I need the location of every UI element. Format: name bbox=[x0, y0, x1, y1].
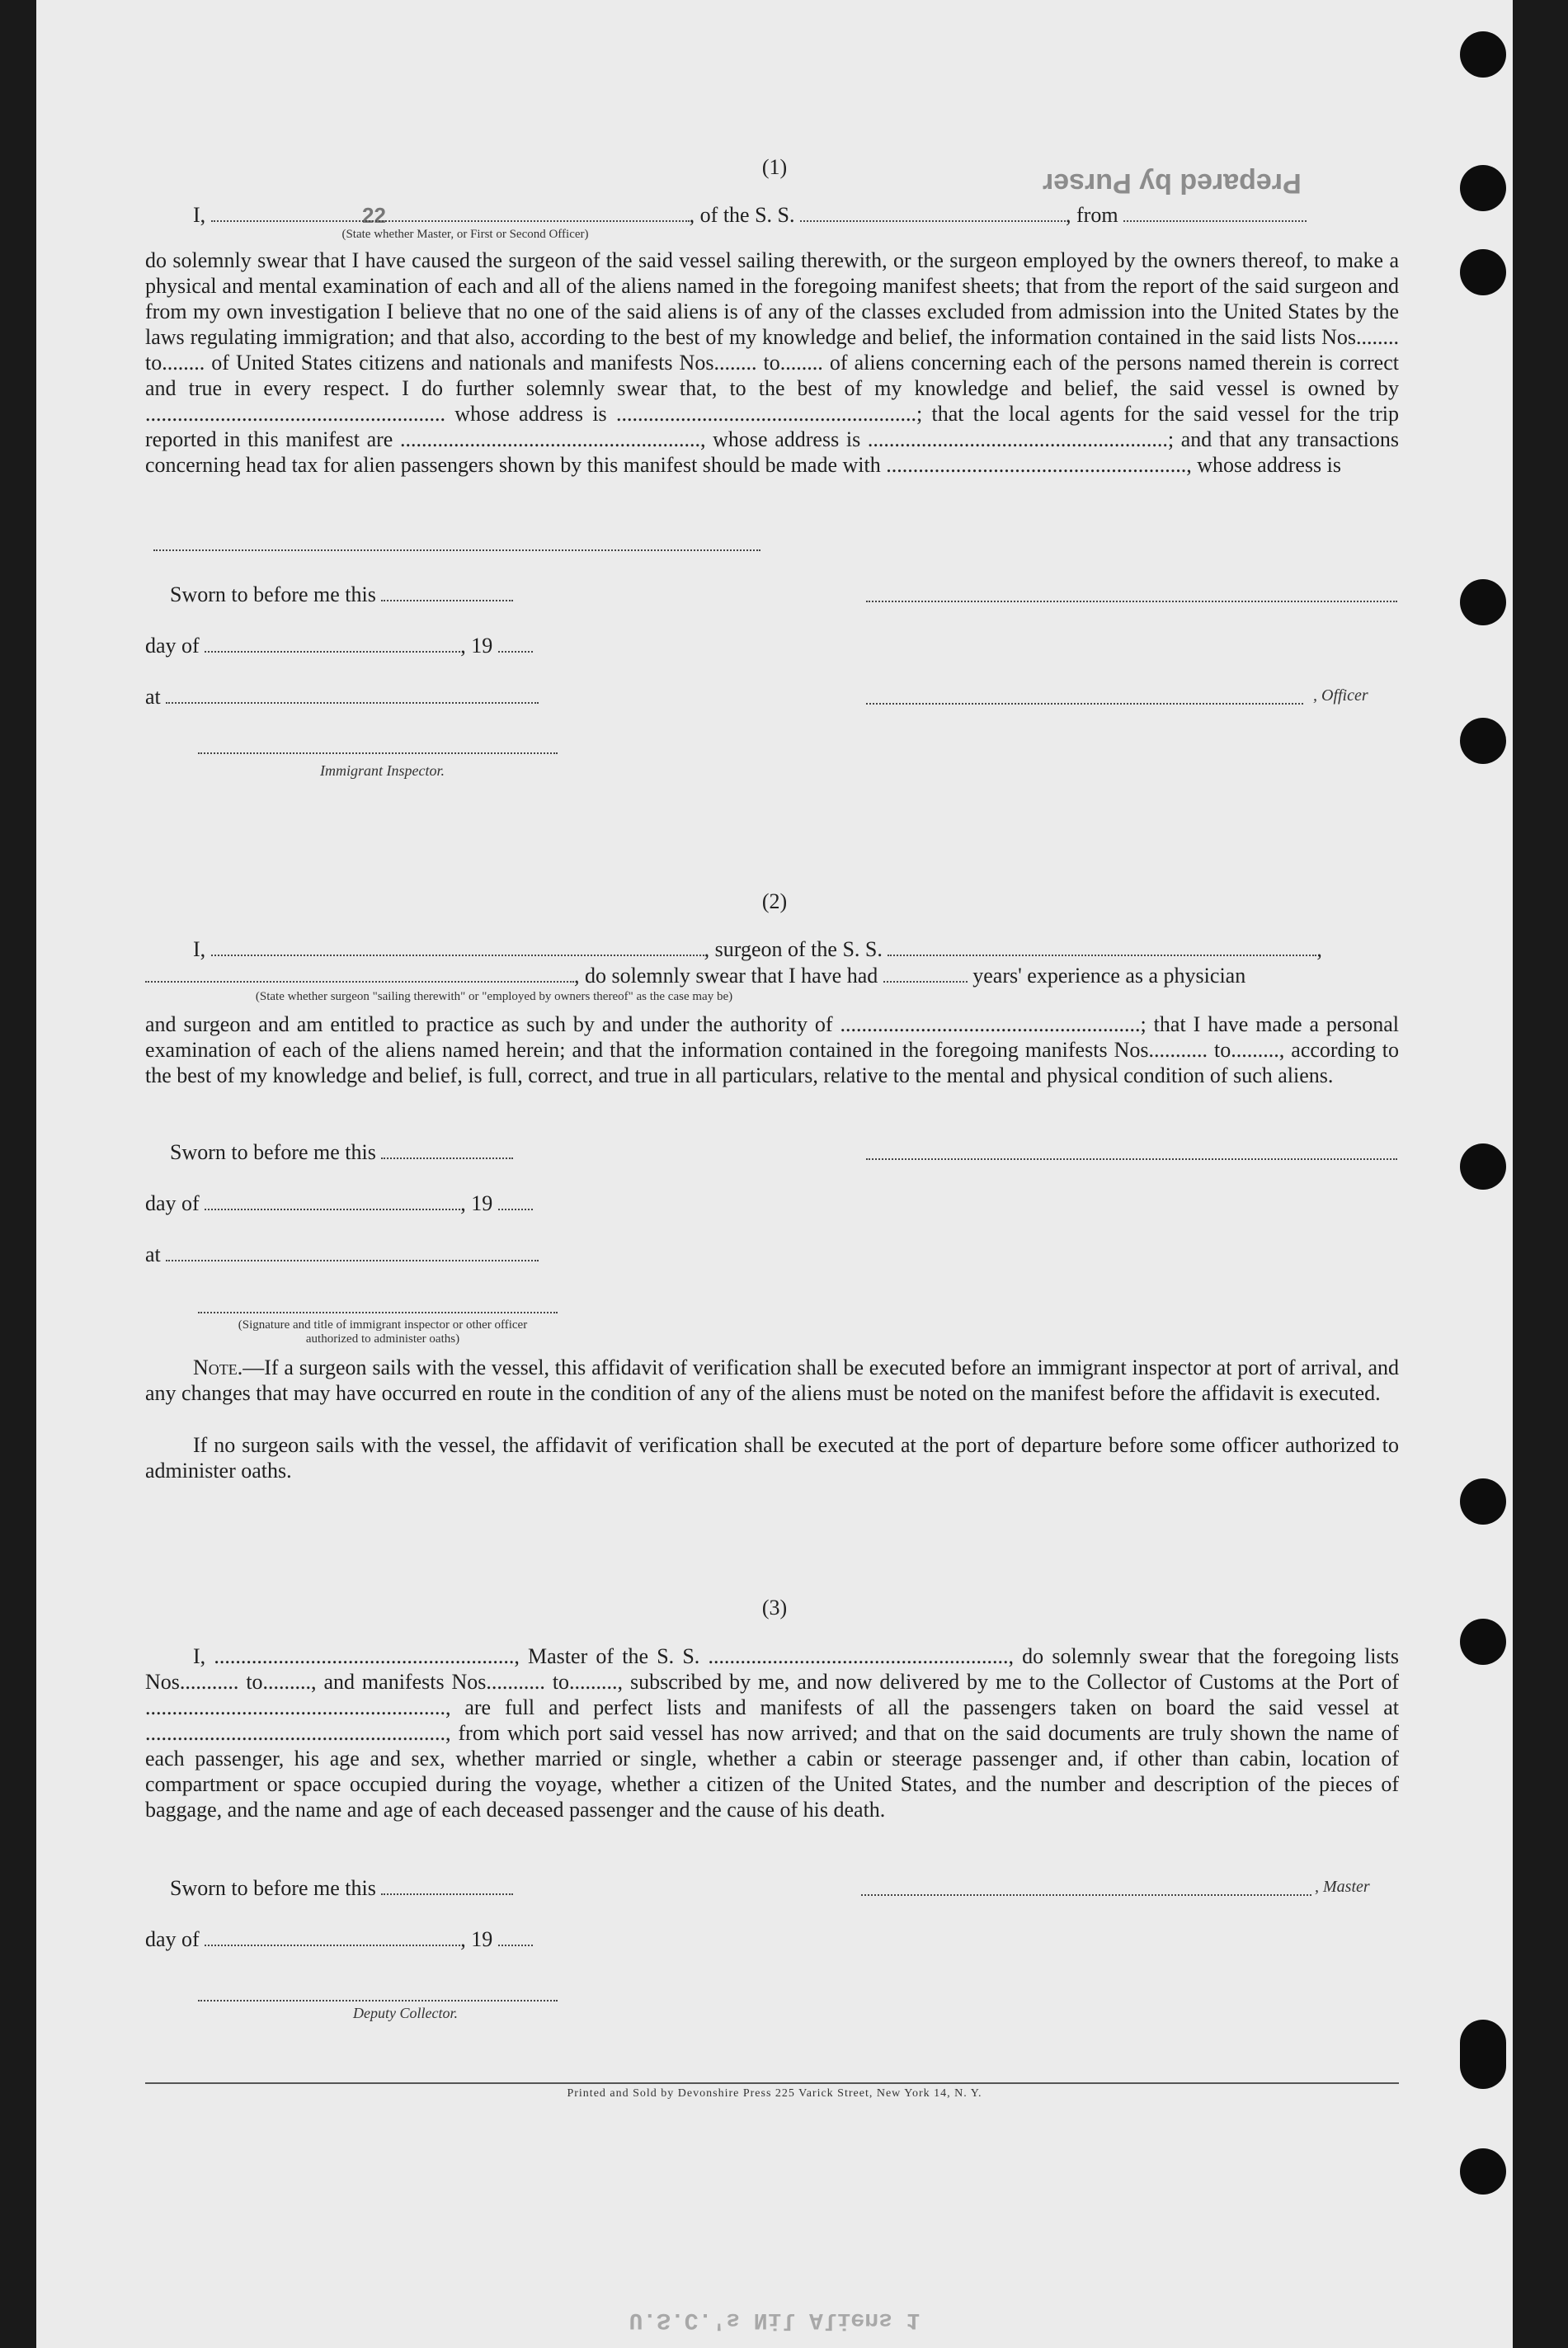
label-from: , from bbox=[1066, 203, 1118, 227]
note-text-1: —If a surgeon sails with the vessel, this affidavit of verification shall be executed before an immigrant inspector at port of arrival, and any changes that may have occurred en route in the condition of any of the aliens must be noted on the manifest before the affidavit is executed. bbox=[145, 1356, 1399, 1405]
binder-hole bbox=[1460, 31, 1506, 78]
note-label: Note. bbox=[193, 1356, 243, 1379]
section-2-note-2: If no surgeon sails with the vessel, the affidavit of verification shall be executed at the port of departure before some officer authorized to administer oaths. bbox=[145, 1433, 1399, 1483]
sworn-day-field[interactable] bbox=[381, 600, 513, 601]
address-continuation-line[interactable] bbox=[153, 549, 760, 551]
section-2-number: (2) bbox=[761, 889, 788, 913]
section-1-at-line bbox=[145, 685, 1399, 710]
bleed-through-date: 22 bbox=[362, 203, 386, 228]
label-years-experience: years' experience as a physician bbox=[972, 964, 1246, 988]
label-at: at bbox=[145, 1242, 161, 1266]
binder-hole bbox=[1460, 1478, 1506, 1525]
section-1-sworn-line bbox=[145, 582, 1399, 607]
years-field[interactable] bbox=[883, 981, 968, 983]
section-3-day-line bbox=[145, 1927, 1399, 1952]
vessel-field[interactable] bbox=[888, 955, 1316, 956]
label-officer: , Officer bbox=[1313, 686, 1368, 705]
inspector-signature-line[interactable] bbox=[198, 1312, 558, 1313]
printer-imprint: Printed and Sold by Devonshire Press 225 Varick Street, New York 14, N. Y. bbox=[567, 2087, 982, 2100]
year-field[interactable] bbox=[498, 1945, 533, 1946]
section-2-at-line bbox=[145, 1242, 1399, 1267]
surgeon-signature-line[interactable] bbox=[866, 1158, 1397, 1160]
binder-hole bbox=[1460, 718, 1506, 764]
label-at: at bbox=[145, 685, 161, 709]
label-sworn: Sworn to before me this bbox=[170, 1876, 376, 1900]
section-3-number: (3) bbox=[761, 1596, 788, 1620]
footer-rule bbox=[145, 2082, 1399, 2084]
surgeon-type-field[interactable] bbox=[145, 981, 574, 983]
caption-signature-title: (Signature and title of immigrant inspector or other officer authorized to administer oaths) bbox=[238, 1318, 528, 1346]
name-field[interactable] bbox=[211, 220, 690, 222]
label-day-of: day of bbox=[145, 1191, 200, 1215]
label-year: , 19 bbox=[460, 1191, 493, 1215]
label-sworn: Sworn to before me this bbox=[170, 582, 376, 606]
month-field[interactable] bbox=[205, 651, 460, 653]
caption-officer-type: (State whether Master, or First or Second Officer) bbox=[341, 228, 589, 241]
year-field[interactable] bbox=[498, 651, 533, 653]
label-deputy-collector: Deputy Collector. bbox=[353, 2005, 458, 2021]
officer-signature-line[interactable] bbox=[866, 703, 1303, 705]
master-signature-line[interactable] bbox=[861, 1894, 1311, 1896]
section-3-sworn-line bbox=[145, 1876, 1399, 1901]
binder-hole bbox=[1460, 1143, 1506, 1190]
section-1-paragraph: do solemnly swear that I have caused the surgeon of the said vessel sailing therewith, or the surgeon employed by the owners thereof, to make a physical and mental examination of each and all of the aliens named in the foregoing manifest sheets; that from the report of the said surgeon and from my own investigation I believe that no one of the said aliens is of any of the classes excluded from admission into the United States by the laws regulating immigration; and that also, according to the best of my knowledge and belief, the information contained in the said lists Nos........ to........ of United States citizens and nationals and manifests Nos........ to........ of aliens concerning each of the persons named therein is correct and true in every respect. I do further solemnly swear that, to the best of my knowledge and belief, the said vessel is owned by ........................................................ whose address is ........................................................; that the local agents for the said vessel for the trip reported in this manifest are ........................................................, whose address is ........................................................; and that any transactions concerning head tax for alien passengers shown by this manifest should be made with ........................................................, whose address is bbox=[145, 248, 1399, 477]
label-i: I, bbox=[193, 937, 206, 961]
section-1-day-line bbox=[145, 634, 1399, 658]
sworn-day-field[interactable] bbox=[381, 1157, 513, 1159]
caption-surgeon-type: (State whether surgeon "sailing therewith" or "employed by owners thereof" as the case may be) bbox=[255, 990, 733, 1003]
month-field[interactable] bbox=[205, 1945, 460, 1946]
label-year: , 19 bbox=[460, 634, 493, 658]
section-2-day-line bbox=[145, 1191, 1399, 1216]
signature-line[interactable] bbox=[866, 601, 1397, 602]
section-1-number: (1) bbox=[761, 155, 788, 179]
section-2-note bbox=[145, 1355, 1399, 1406]
section-2-sworn-line bbox=[145, 1140, 1399, 1165]
section-1-declarant-line bbox=[145, 203, 1399, 228]
label-day-of: day of bbox=[145, 634, 200, 658]
place-field[interactable] bbox=[166, 702, 539, 704]
place-field[interactable] bbox=[166, 1260, 539, 1261]
year-field[interactable] bbox=[498, 1209, 533, 1210]
label-immigrant-inspector: Immigrant Inspector. bbox=[320, 762, 445, 779]
section-2-declarant-line: I, , surgeon of the S. S. , bbox=[193, 937, 1322, 961]
origin-field[interactable] bbox=[1123, 220, 1307, 222]
binder-hole bbox=[1460, 2020, 1506, 2089]
binder-hole bbox=[1460, 249, 1506, 295]
label-do-swear: , do solemnly swear that I have had bbox=[574, 964, 878, 988]
surgeon-name-field[interactable] bbox=[211, 955, 704, 956]
bleed-through-footer: U.S.C.'s Nil Aliens 1 bbox=[629, 2307, 921, 2332]
binder-hole bbox=[1460, 2148, 1506, 2195]
vessel-field[interactable] bbox=[800, 220, 1066, 222]
binder-hole bbox=[1460, 579, 1506, 625]
collector-signature-line[interactable] bbox=[198, 2000, 558, 2001]
sworn-day-field[interactable] bbox=[381, 1893, 513, 1895]
binder-hole bbox=[1460, 1619, 1506, 1665]
manifest-affidavit-page bbox=[36, 0, 1513, 2348]
section-2-swear-line bbox=[145, 964, 1399, 988]
label-day-of: day of bbox=[145, 1927, 200, 1951]
inspector-signature-line[interactable] bbox=[198, 752, 558, 754]
label-year: , 19 bbox=[460, 1927, 493, 1951]
label-surgeon-of-ss: , surgeon of the S. S. bbox=[704, 937, 883, 961]
bleed-through-text: Prepared by Purser bbox=[1043, 167, 1302, 199]
label-i: I, bbox=[193, 203, 206, 227]
label-of-ss: , of the S. S. bbox=[689, 203, 795, 227]
label-master: , Master bbox=[1315, 1878, 1370, 1896]
section-3-paragraph: I, ........................................................, Master of the S. S. ........................................................, do solemnly swear that the foregoing lists Nos........... to........., and manifests Nos........... to........., subscribed by me, and now delivered by me to the Collector of Customs at the Port of ........................................................, are full and perfect lists and manifests of all the passengers taken on board the said vessel at ........................................................, from which port said vessel has now arrived; and that on the said documents are truly shown the name of each passenger, his age and sex, whether married or single, whether a cabin or steerage passenger and, if other than cabin, location of compartment or space occupied during the voyage, whether a citizen of the United States, and the number and description of the pieces of baggage, and the name and age of each deceased passenger and the cause of his death. bbox=[145, 1644, 1399, 1822]
label-sworn: Sworn to before me this bbox=[170, 1140, 376, 1164]
section-2-paragraph: and surgeon and am entitled to practice as such by and under the authority of ........................................................; that I have made a personal examination of each of the aliens named herein; and that the information contained in the foregoing manifests Nos........... to........., according to the best of my knowledge and belief, is full, correct, and true in all particulars, relative to the mental and physical condition of such aliens. bbox=[145, 1012, 1399, 1087]
month-field[interactable] bbox=[205, 1209, 460, 1210]
